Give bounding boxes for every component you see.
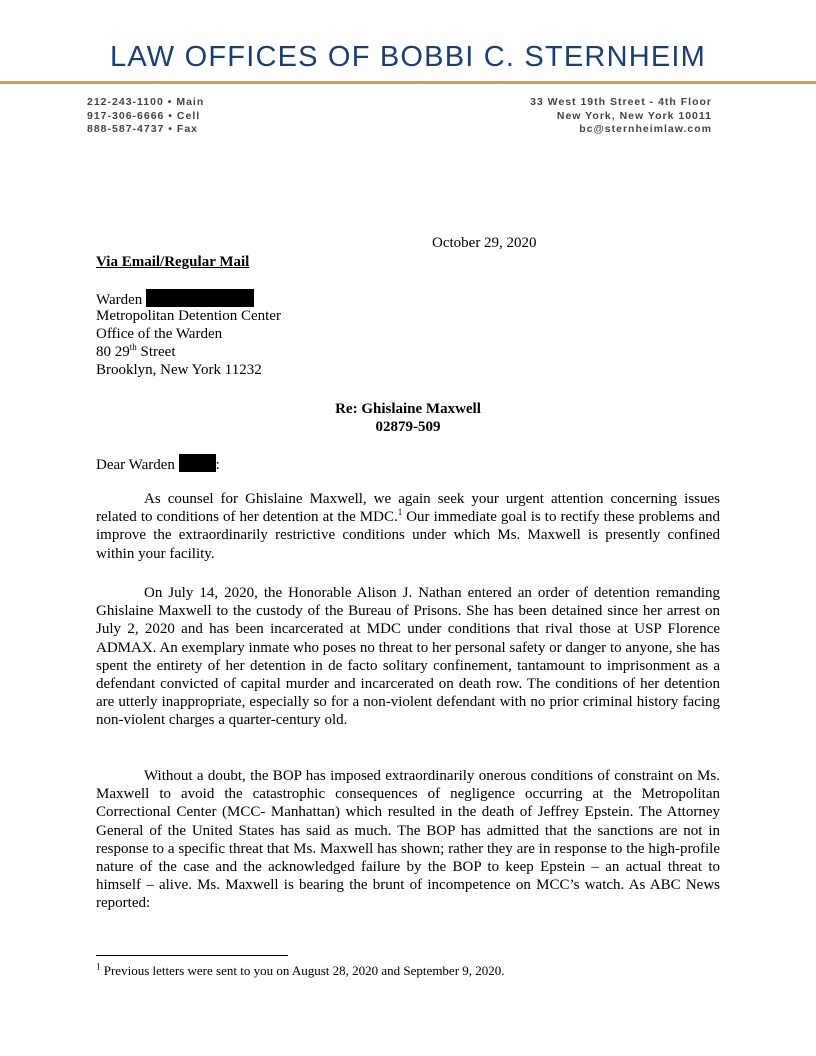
letterhead-divider [0, 81, 816, 84]
street-ordinal: th [129, 342, 137, 352]
letter-date: October 29, 2020 [432, 235, 537, 251]
redaction-bar [146, 289, 254, 307]
footnote-text: Previous letters were sent to you on August 28, 2020 and September 9, 2020. [100, 963, 505, 978]
re-number: 02879-509 [375, 419, 441, 435]
paragraph-1-text-b: Our immediate goal is to rectify these problems and improve the extraordinarily restrictive conditions under which Ms. Maxwell is presently confined within your facility. [96, 509, 720, 562]
street-number: 80 29 [96, 344, 130, 360]
letterhead-firm-name: LAW OFFICES OF BOBBI C. STERNHEIM [109, 41, 707, 73]
salutation [96, 454, 220, 474]
street-name: Street [136, 344, 176, 360]
recipient-street [96, 343, 281, 361]
re-subject: Re: Ghislaine Maxwell [335, 401, 481, 417]
paragraph-1 [96, 490, 720, 563]
recipient-title: Warden [96, 292, 143, 308]
re-block [0, 400, 816, 436]
letterhead-phones [87, 96, 204, 137]
letterhead-address [530, 96, 712, 137]
paragraph-2 [96, 584, 720, 730]
recipient-institution: Metropolitan Detention Center [96, 308, 281, 324]
paragraph-3 [96, 767, 720, 913]
footnote-ref: 1 [397, 507, 403, 518]
recipient-address [96, 289, 281, 379]
phone-main: 212-243-1100 • Main [87, 96, 205, 108]
phone-fax: 888-587-4737 • Fax [87, 123, 198, 135]
recipient-office: Office of the Warden [96, 326, 223, 342]
footnote [96, 963, 505, 979]
salutation-colon: : [215, 457, 220, 473]
redaction-bar [179, 454, 216, 472]
recipient-title-line [96, 289, 281, 307]
firm-email: bc@sternheimlaw.com [579, 123, 712, 135]
delivery-method: Via Email/Regular Mail [96, 254, 250, 270]
firm-address-city: New York, New York 10011 [556, 109, 712, 122]
recipient-city: Brooklyn, New York 11232 [96, 362, 262, 378]
phone-cell: 917-306-6666 • Cell [87, 109, 201, 122]
footnote-divider [96, 955, 288, 956]
footnote-number: 1 [96, 961, 101, 972]
paragraph-2-text: On July 14, 2020, the Honorable Alison J. Nathan entered an order of detention remanding Ghislaine Maxwell to the custody of the Bureau of Prisons. She has been detained since her arrest on July 2, 2020 and has been incarcerated at MDC under conditions that rival those at USP Florence ADMAX. An exemplary inmate who poses no threat to her personal safety or danger to anyone, she has spent the entirety of her detention in de facto solitary confinement, tantamount to imprisonment as a defendant convicted of capital murder and incarcerated on death row. The conditions of her detention are utterly inappropriate, especially so for a non-violent defendant with no prior criminal history facing non-violent charges a quarter-century old. [96, 585, 720, 729]
paragraph-3-text: Without a doubt, the BOP has imposed extraordinarily onerous conditions of constraint on Ms. Maxwell to avoid the catastrophic consequences of negligence occurring at the Metropolitan Correctional Center (MCC- Manhattan) which resulted in the death of Jeffrey Epstein. The Attorney General of the United States has said as much. The BOP has admitted that the sanctions are not in response to a specific threat that Ms. Maxwell has shown; rather they are in response to the high-profile nature of the case and the acknowledged failure by the BOP to keep Epstein – an actual threat to himself – alive. Ms. Maxwell is bearing the brunt of incompetence on MCC’s watch. As ABC News reported: [96, 768, 720, 912]
firm-address-street: 33 West 19th Street - 4th Floor [530, 96, 712, 108]
salutation-text: Dear Warden [96, 457, 175, 473]
paragraph-1-text-a: As counsel for Ghislaine Maxwell, we again seek your urgent attention concerning issues related to conditions of her detention at the MDC. [96, 491, 720, 526]
